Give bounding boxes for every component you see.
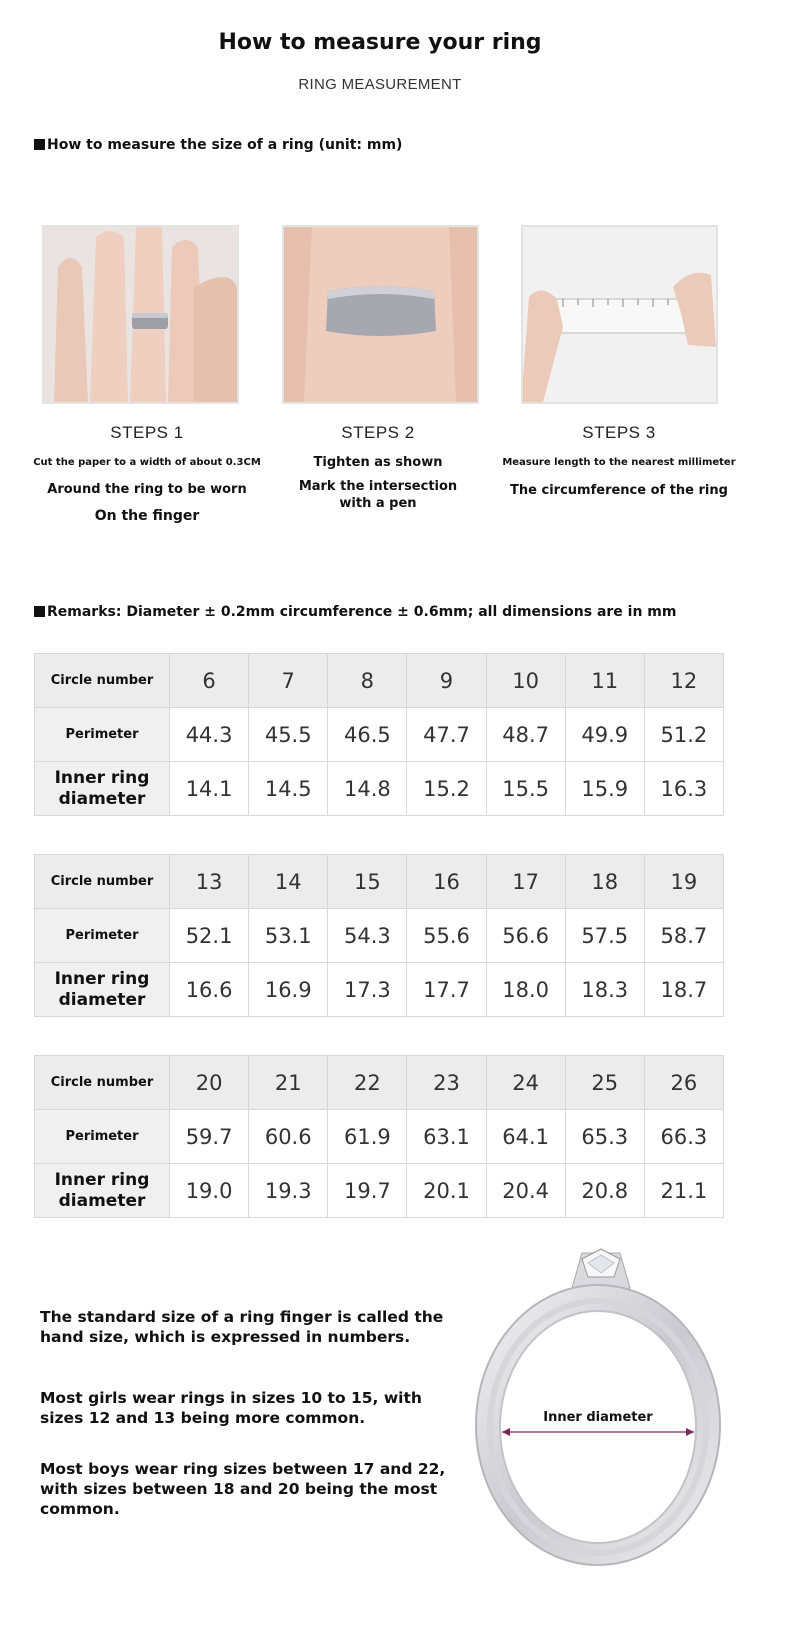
step-1-line-1: Cut the paper to a width of about 0.3CM — [33, 457, 261, 468]
step-2-line-2: Mark the intersection with a pen — [298, 479, 458, 511]
page-title: How to measure your ring — [218, 30, 542, 55]
size-table-2 — [34, 854, 724, 1017]
step-1-photo — [42, 225, 239, 404]
inner-diameter-row — [35, 963, 724, 1017]
perimeter-label: Perimeter — [35, 909, 170, 963]
circle-number-label: Circle number — [35, 654, 170, 708]
circle-number-cell: 10 — [486, 654, 565, 708]
circle-number-cell: 25 — [565, 1056, 644, 1110]
inner-diameter-cell: 20.4 — [486, 1164, 565, 1218]
circle-number-cell: 21 — [249, 1056, 328, 1110]
perimeter-cell: 45.5 — [249, 708, 328, 762]
circle-number-cell: 7 — [249, 654, 328, 708]
note-girls-sizes: Most girls wear rings in sizes 10 to 15, with sizes 12 and 13 being more common. — [40, 1389, 422, 1427]
inner-diameter-cell: 15.2 — [407, 762, 486, 816]
remarks-heading: Remarks: Diameter ± 0.2mm circumference ± 0.6mm; all dimensions are in mm — [34, 604, 676, 620]
page-subtitle: RING MEASUREMENT — [298, 76, 462, 93]
circle-number-cell: 19 — [644, 855, 723, 909]
square-bullet-icon — [34, 139, 45, 150]
circle-number-cell: 11 — [565, 654, 644, 708]
step-1-title: STEPS 1 — [110, 423, 184, 442]
perimeter-cell: 54.3 — [328, 909, 407, 963]
perimeter-cell: 49.9 — [565, 708, 644, 762]
circle-number-cell: 13 — [170, 855, 249, 909]
inner-diameter-cell: 18.3 — [565, 963, 644, 1017]
circle-number-row — [35, 855, 724, 909]
perimeter-label: Perimeter — [35, 708, 170, 762]
perimeter-row — [35, 1110, 724, 1164]
perimeter-cell: 48.7 — [486, 708, 565, 762]
inner-diameter-label: Inner ring diameter — [35, 963, 170, 1017]
inner-diameter-cell: 19.3 — [249, 1164, 328, 1218]
perimeter-cell: 51.2 — [644, 708, 723, 762]
inner-diameter-cell: 21.1 — [644, 1164, 723, 1218]
size-table-1 — [34, 653, 724, 816]
inner-diameter-cell: 19.0 — [170, 1164, 249, 1218]
perimeter-cell: 59.7 — [170, 1110, 249, 1164]
perimeter-cell: 63.1 — [407, 1110, 486, 1164]
circle-number-cell: 23 — [407, 1056, 486, 1110]
step-2-line-1: Tighten as shown — [313, 455, 443, 470]
perimeter-cell: 55.6 — [407, 909, 486, 963]
step-1-line-3: On the finger — [94, 508, 200, 524]
circle-number-cell: 24 — [486, 1056, 565, 1110]
circle-number-row — [35, 654, 724, 708]
perimeter-cell: 61.9 — [328, 1110, 407, 1164]
inner-diameter-cell: 16.9 — [249, 963, 328, 1017]
step-3-text — [494, 423, 744, 498]
step-3-line-1: Measure length to the nearest millimeter — [502, 457, 736, 468]
inner-diameter-cell: 18.7 — [644, 963, 723, 1017]
ring-diagram — [470, 1245, 740, 1575]
perimeter-cell: 56.6 — [486, 909, 565, 963]
circle-number-cell: 8 — [328, 654, 407, 708]
inner-diameter-cell: 15.9 — [565, 762, 644, 816]
perimeter-cell: 57.5 — [565, 909, 644, 963]
inner-diameter-cell: 18.0 — [486, 963, 565, 1017]
ring-icon — [470, 1245, 740, 1575]
step-2-title: STEPS 2 — [341, 423, 415, 442]
inner-diameter-cell: 14.8 — [328, 762, 407, 816]
circle-number-cell: 18 — [565, 855, 644, 909]
step-2-photo — [282, 225, 479, 404]
inner-diameter-cell: 16.3 — [644, 762, 723, 816]
inner-diameter-label: Inner ring diameter — [35, 762, 170, 816]
circle-number-cell: 14 — [249, 855, 328, 909]
circle-number-cell: 9 — [407, 654, 486, 708]
circle-number-row — [35, 1056, 724, 1110]
step-3-title: STEPS 3 — [582, 423, 656, 442]
step-1-line-2: Around the ring to be worn — [47, 482, 247, 497]
circle-number-cell: 26 — [644, 1056, 723, 1110]
perimeter-cell: 47.7 — [407, 708, 486, 762]
steps-section-heading: How to measure the size of a ring (unit: mm) — [34, 137, 402, 153]
perimeter-cell: 60.6 — [249, 1110, 328, 1164]
inner-diameter-cell: 20.1 — [407, 1164, 486, 1218]
circle-number-label: Circle number — [35, 855, 170, 909]
inner-diameter-cell: 17.3 — [328, 963, 407, 1017]
circle-number-label: Circle number — [35, 1056, 170, 1110]
step-2-text — [253, 423, 503, 512]
inner-diameter-cell: 14.1 — [170, 762, 249, 816]
note-boys-sizes: Most boys wear ring sizes between 17 and 22, with sizes between 18 and 20 being the most common. — [40, 1460, 446, 1518]
perimeter-row — [35, 909, 724, 963]
circle-number-cell: 6 — [170, 654, 249, 708]
circle-number-cell: 15 — [328, 855, 407, 909]
step-3-line-2: The circumference of the ring — [510, 483, 728, 498]
inner-diameter-row — [35, 762, 724, 816]
inner-diameter-cell: 14.5 — [249, 762, 328, 816]
circle-number-cell: 16 — [407, 855, 486, 909]
note-hand-size: The standard size of a ring finger is called the hand size, which is expressed in numbers. — [40, 1308, 444, 1346]
circle-number-cell: 12 — [644, 654, 723, 708]
perimeter-cell: 65.3 — [565, 1110, 644, 1164]
square-bullet-icon — [34, 606, 45, 617]
perimeter-cell: 64.1 — [486, 1110, 565, 1164]
inner-diameter-cell: 17.7 — [407, 963, 486, 1017]
perimeter-label: Perimeter — [35, 1110, 170, 1164]
inner-diameter-cell: 19.7 — [328, 1164, 407, 1218]
inner-diameter-cell: 20.8 — [565, 1164, 644, 1218]
perimeter-cell: 52.1 — [170, 909, 249, 963]
step-1-text — [22, 423, 272, 524]
inner-diameter-label: Inner ring diameter — [35, 1164, 170, 1218]
perimeter-cell: 53.1 — [249, 909, 328, 963]
circle-number-cell: 17 — [486, 855, 565, 909]
inner-diameter-cell: 16.6 — [170, 963, 249, 1017]
step-3-photo — [521, 225, 718, 404]
perimeter-cell: 58.7 — [644, 909, 723, 963]
perimeter-cell: 66.3 — [644, 1110, 723, 1164]
perimeter-cell: 46.5 — [328, 708, 407, 762]
size-table-3 — [34, 1055, 724, 1218]
circle-number-cell: 20 — [170, 1056, 249, 1110]
circle-number-cell: 22 — [328, 1056, 407, 1110]
inner-diameter-cell: 15.5 — [486, 762, 565, 816]
perimeter-row — [35, 708, 724, 762]
inner-diameter-row — [35, 1164, 724, 1218]
inner-diameter-label: Inner diameter — [543, 1410, 653, 1425]
perimeter-cell: 44.3 — [170, 708, 249, 762]
